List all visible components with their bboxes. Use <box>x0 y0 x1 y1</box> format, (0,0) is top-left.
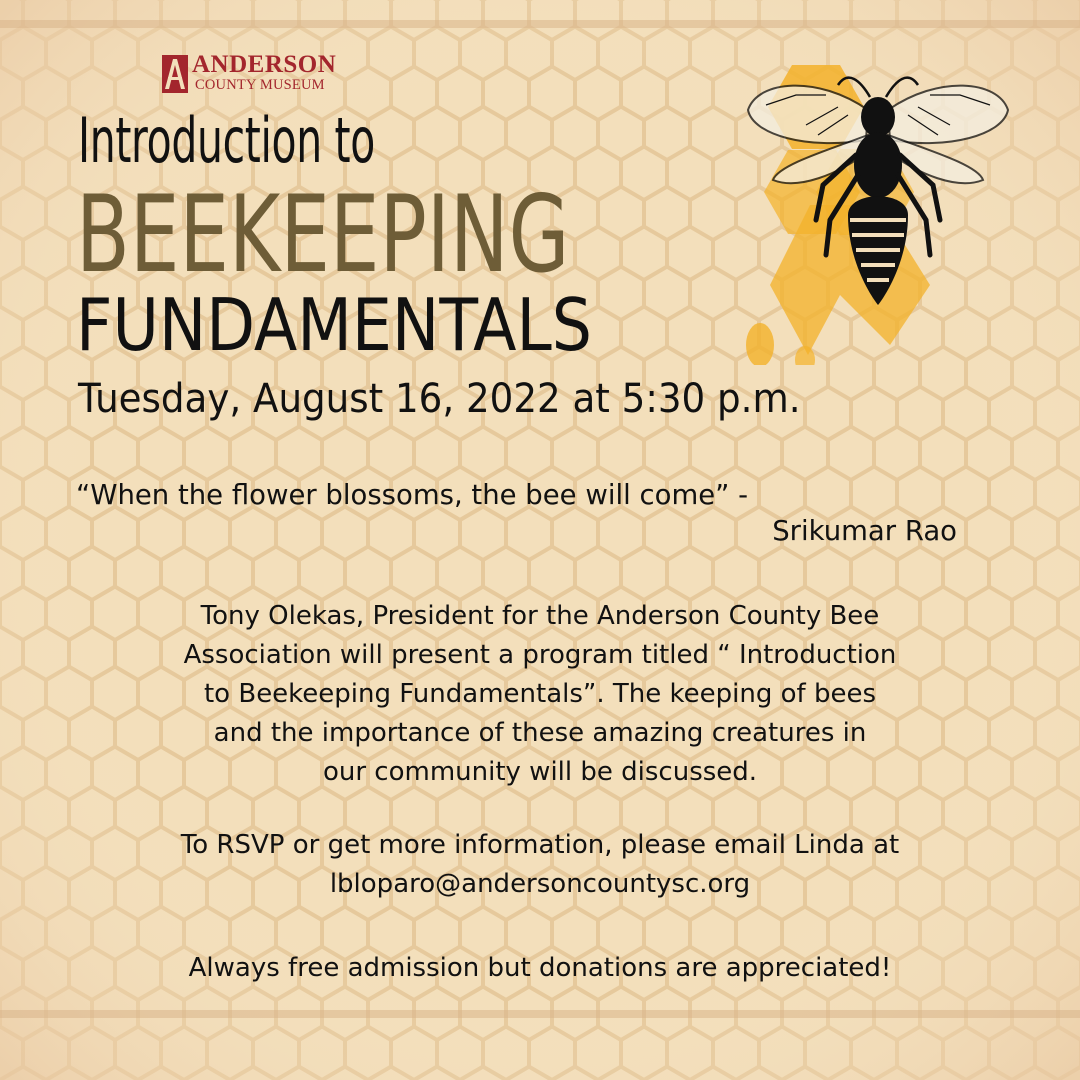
bottom-border-band <box>0 1010 1080 1018</box>
bee-illustration <box>730 55 1030 365</box>
rsvp-info <box>60 826 1020 904</box>
logo-subtitle: COUNTY MUSEUM <box>195 77 325 93</box>
museum-logo <box>162 52 382 98</box>
description-line: and the importance of these amazing creatures in <box>213 718 867 748</box>
top-border-band <box>0 20 1080 28</box>
title-line-fundamentals: FUNDAMENTALS <box>76 283 592 367</box>
admission-note: Always free admission but donations are appreciated! <box>188 953 892 983</box>
quote-author: Srikumar Rao <box>772 515 957 547</box>
logo-mark-icon <box>162 55 188 93</box>
description-line: Tony Olekas, President for the Anderson County Bee <box>200 601 880 631</box>
event-description <box>60 597 1020 792</box>
description-line: Association will present a program titled “ Introduction <box>183 640 897 670</box>
description-line: to Beekeeping Fundamentals”. The keeping of bees <box>203 679 876 709</box>
event-date: Tuesday, August 16, 2022 at 5:30 p.m. <box>78 376 801 422</box>
rsvp-email[interactable]: lbloparo@andersoncountysc.org <box>329 869 751 899</box>
quote-text: “When the flower blossoms, the bee will come” - <box>76 479 749 511</box>
title-line-beekeeping: BEEKEEPING <box>76 173 570 296</box>
title-line-intro: Introduction to <box>78 104 375 177</box>
rsvp-line: To RSVP or get more information, please email Linda at <box>180 830 900 860</box>
logo-name: ANDERSON <box>192 51 337 78</box>
description-line: our community will be discussed. <box>322 757 758 787</box>
